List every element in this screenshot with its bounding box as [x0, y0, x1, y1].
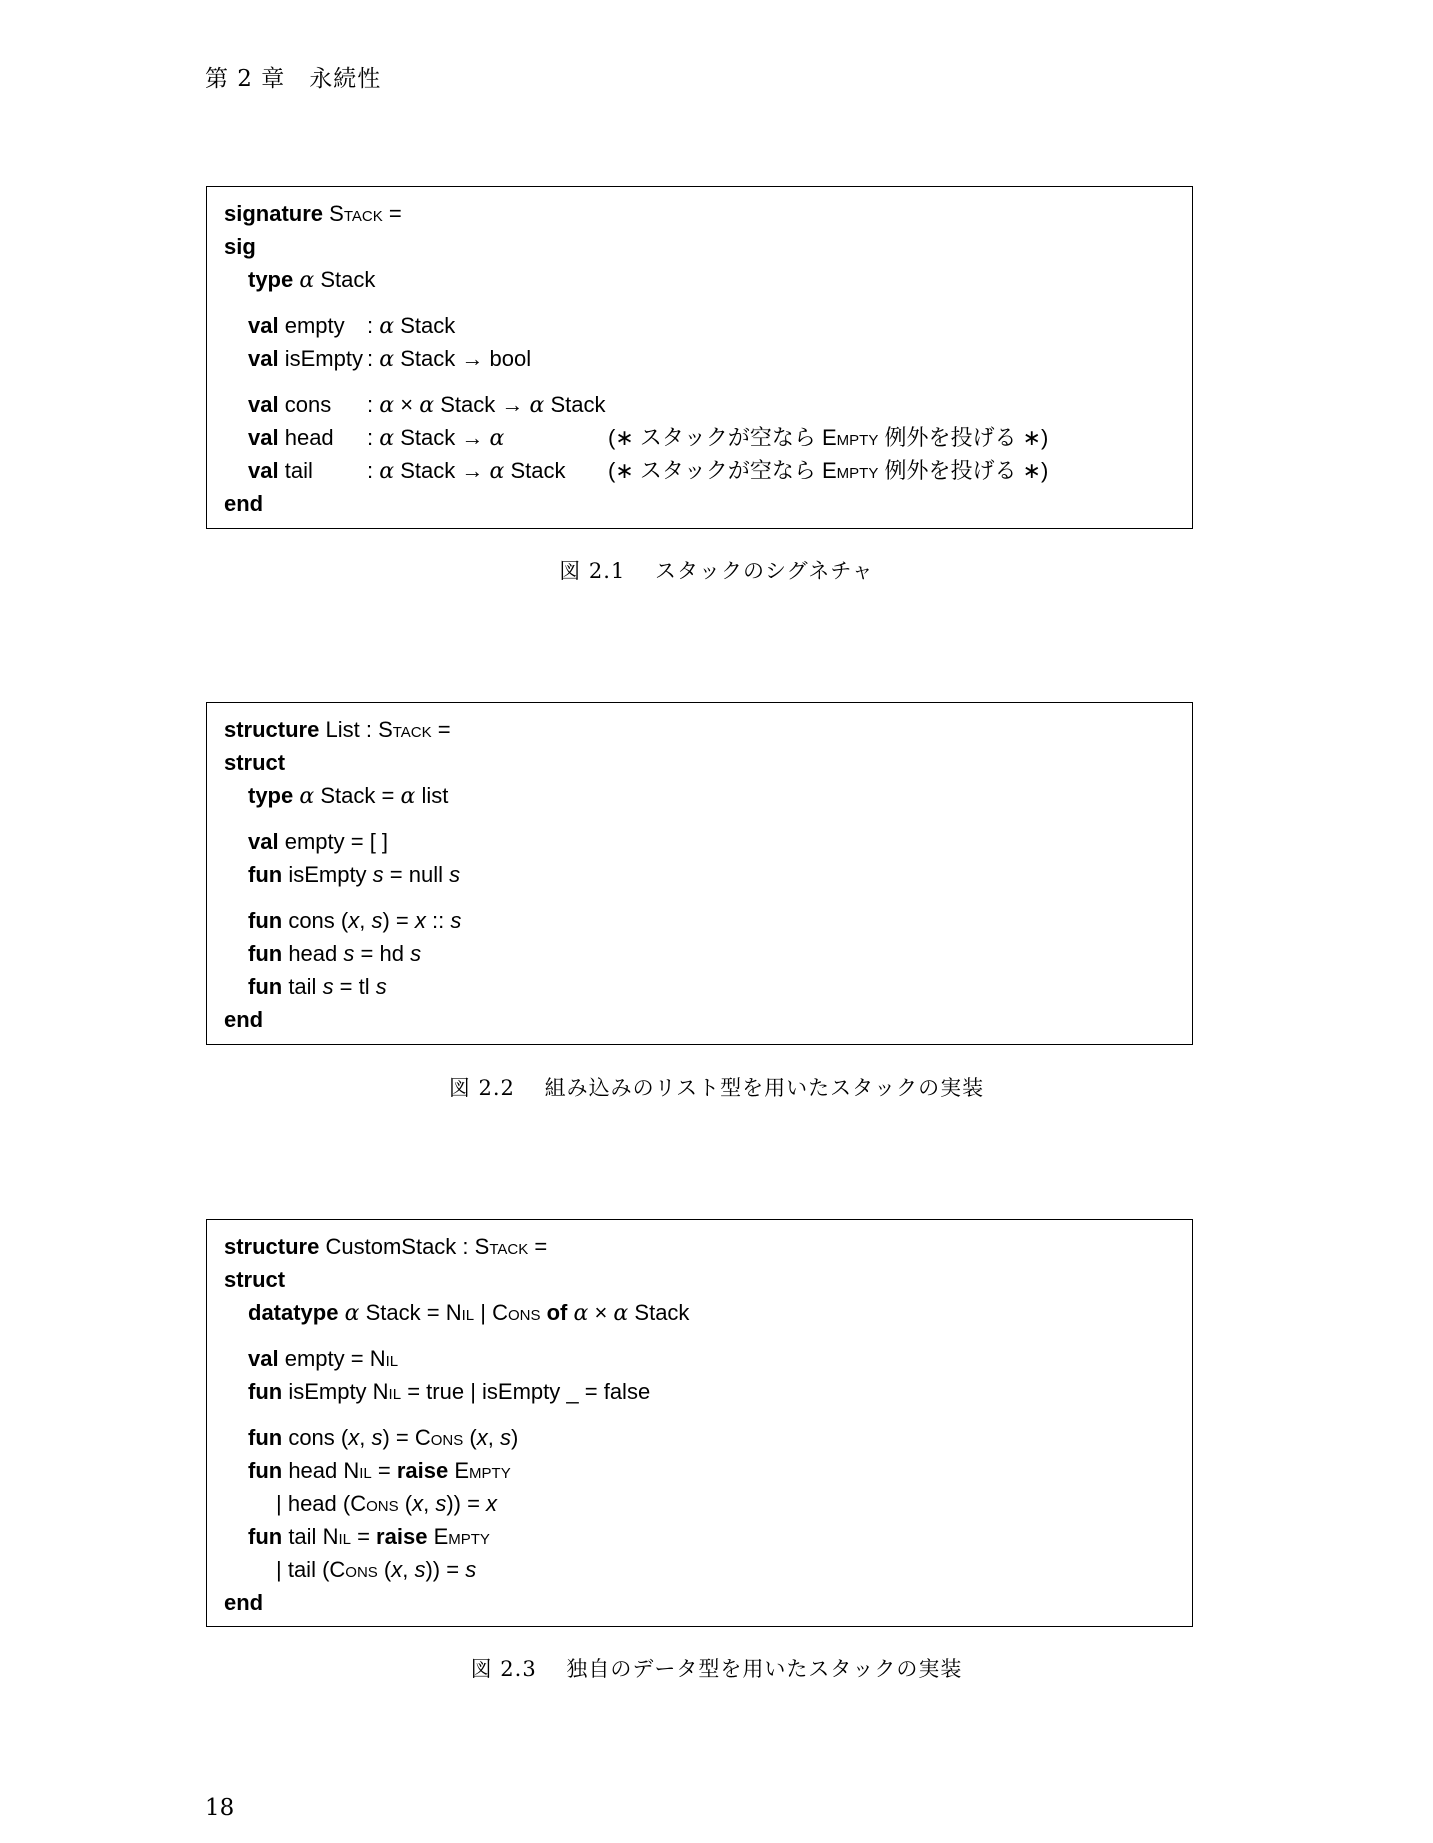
code-line: end: [224, 491, 264, 516]
figure-caption: 図 2.1 スタックのシグネチャ: [559, 559, 874, 583]
code-line: fun tail s = tl s: [248, 974, 387, 999]
code-line: val cons : α × α Stack → α Stack: [248, 392, 606, 418]
code-line: type α Stack: [248, 267, 376, 293]
code-line: val empty = [ ]: [248, 829, 389, 854]
code-line: val tail : α Stack → α Stack (∗ スタックが空なら Empty 例外を投げる ∗): [224, 454, 1175, 487]
code-line: sig: [224, 234, 256, 259]
code-line: fun head Nil = raise Empty: [248, 1458, 511, 1483]
code-line: datatype α Stack = Nil | Cons of α × α Stack: [248, 1300, 690, 1326]
code-line: val isEmpty : α Stack → bool: [248, 346, 532, 372]
code-line: signature Stack =: [224, 201, 402, 226]
code-line: val empty = Nil: [248, 1346, 399, 1371]
code-line: structure CustomStack : Stack =: [224, 1234, 548, 1259]
code-line: struct: [224, 750, 286, 775]
running-header: 第 2 章 永続性: [205, 66, 382, 92]
code-line: | tail (Cons (x, s)) = s: [276, 1557, 477, 1582]
code-line: structure List : Stack =: [224, 717, 451, 742]
code-comment: (∗ スタックが空なら Empty 例外を投げる ∗): [608, 425, 1049, 450]
code-line: end: [224, 1007, 264, 1032]
code-line: type α Stack = α list: [248, 783, 449, 809]
code-line: | head (Cons (x, s)) = x: [276, 1491, 498, 1516]
code-line: fun tail Nil = raise Empty: [248, 1524, 490, 1549]
figure-caption: 図 2.3 独自のデータ型を用いたスタックの実装: [470, 1657, 963, 1681]
code-line: struct: [224, 1267, 286, 1292]
figure-custom-stack: [206, 1219, 1193, 1627]
code-line: fun cons (x, s) = x :: s: [248, 908, 462, 933]
code-line: fun cons (x, s) = Cons (x, s): [248, 1425, 519, 1450]
page-number: 18: [205, 1795, 235, 1821]
figure-caption: 図 2.2 組み込みのリスト型を用いたスタックの実装: [448, 1076, 985, 1100]
figure-list-stack: [206, 702, 1193, 1045]
code-line: fun head s = hd s: [248, 941, 422, 966]
figure-stack-signature: [206, 186, 1193, 529]
code-line: end: [224, 1590, 264, 1615]
code-line: val empty : α Stack: [248, 313, 456, 339]
code-line: fun isEmpty s = null s: [248, 862, 461, 887]
code-line: val head : α Stack → α (∗ スタックが空なら Empty 例外を投げる ∗): [224, 421, 1175, 454]
code-line: fun isEmpty Nil = true | isEmpty _ = false: [248, 1379, 651, 1404]
code-comment: (∗ スタックが空なら Empty 例外を投げる ∗): [608, 458, 1049, 483]
